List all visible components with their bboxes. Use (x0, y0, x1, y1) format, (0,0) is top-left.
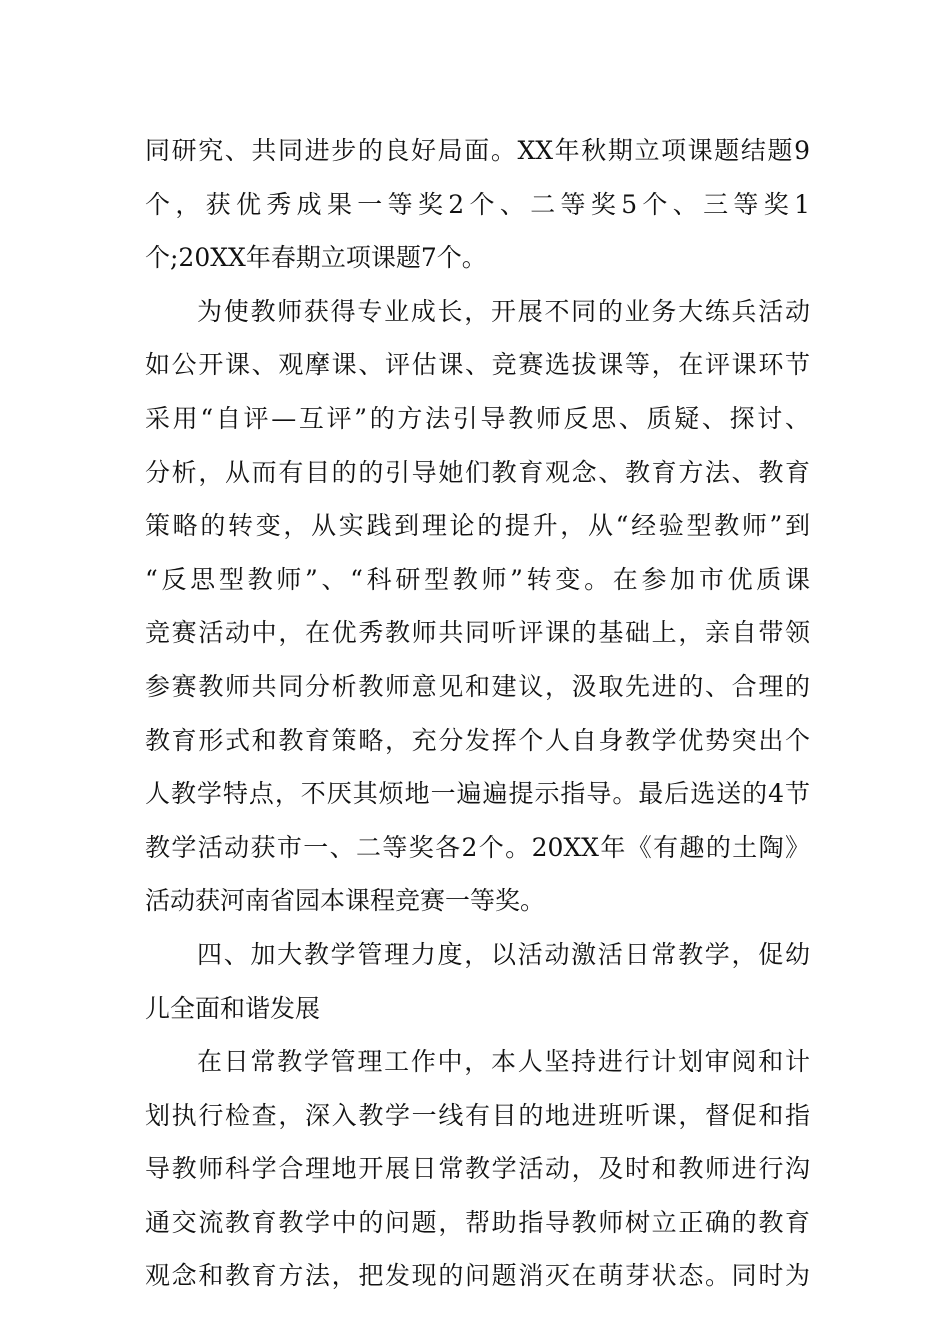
text-line: 教育形式和教育策略，充分发挥个人自身教学优势突出个 (145, 725, 810, 755)
text-line: 分析，从而有目的的引导她们教育观念、教育方法、教育 (145, 457, 810, 487)
text-line: “反思型教师”、“科研型教师”转变。在参加市优质课 (145, 564, 810, 594)
document-body (145, 128, 810, 1299)
text-line: 个，获优秀成果一等奖2个、二等奖5个、三等奖1 (145, 189, 810, 219)
text-line: 如公开课、观摩课、评估课、竞赛选拔课等，在评课环节 (145, 350, 810, 380)
text-line: 儿全面和谐发展 (145, 993, 321, 1023)
text-line: 参赛教师共同分析教师意见和建议，汲取先进的、合理的 (145, 671, 810, 701)
text-line: 同研究、共同进步的良好局面。XX年秋期立项课题结题9 (145, 136, 810, 165)
text-line: 活动获河南省园本课程竞赛一等奖。 (145, 886, 546, 916)
text-line: 在日常教学管理工作中，本人坚持进行计划审阅和计 (197, 1047, 810, 1077)
text-line: 教学活动获市一、二等奖各2个。20XX年《有趣的土陶》 (145, 832, 810, 862)
text-line: 采用“自评—互评”的方法引导教师反思、质疑、探讨、 (145, 403, 810, 433)
text-line: 通交流教育教学中的问题，帮助指导教师树立正确的教育 (145, 1207, 810, 1237)
text-line: 划执行检查，深入教学一线有目的地进班听课，督促和指 (145, 1100, 810, 1130)
text-line: 为使教师获得专业成长，开展不同的业务大练兵活动 (197, 296, 810, 326)
text-line: 观念和教育方法，把发现的问题消灭在萌芽状态。同时为 (145, 1261, 810, 1291)
text-line: 个;20XX年春期立项课题7个。 (145, 243, 487, 273)
text-line: 策略的转变，从实践到理论的提升，从“经验型教师”到 (145, 511, 810, 541)
text-line: 竞赛活动中，在优秀教师共同听评课的基础上，亲自带领 (145, 618, 810, 648)
text-line: 人教学特点，不厌其烦地一遍遍提示指导。最后选送的4节 (145, 779, 810, 809)
text-line: 导教师科学合理地开展日常教学活动，及时和教师进行沟 (145, 1154, 810, 1184)
text-line: 四、加大教学管理力度，以活动激活日常教学，促幼 (197, 939, 810, 969)
